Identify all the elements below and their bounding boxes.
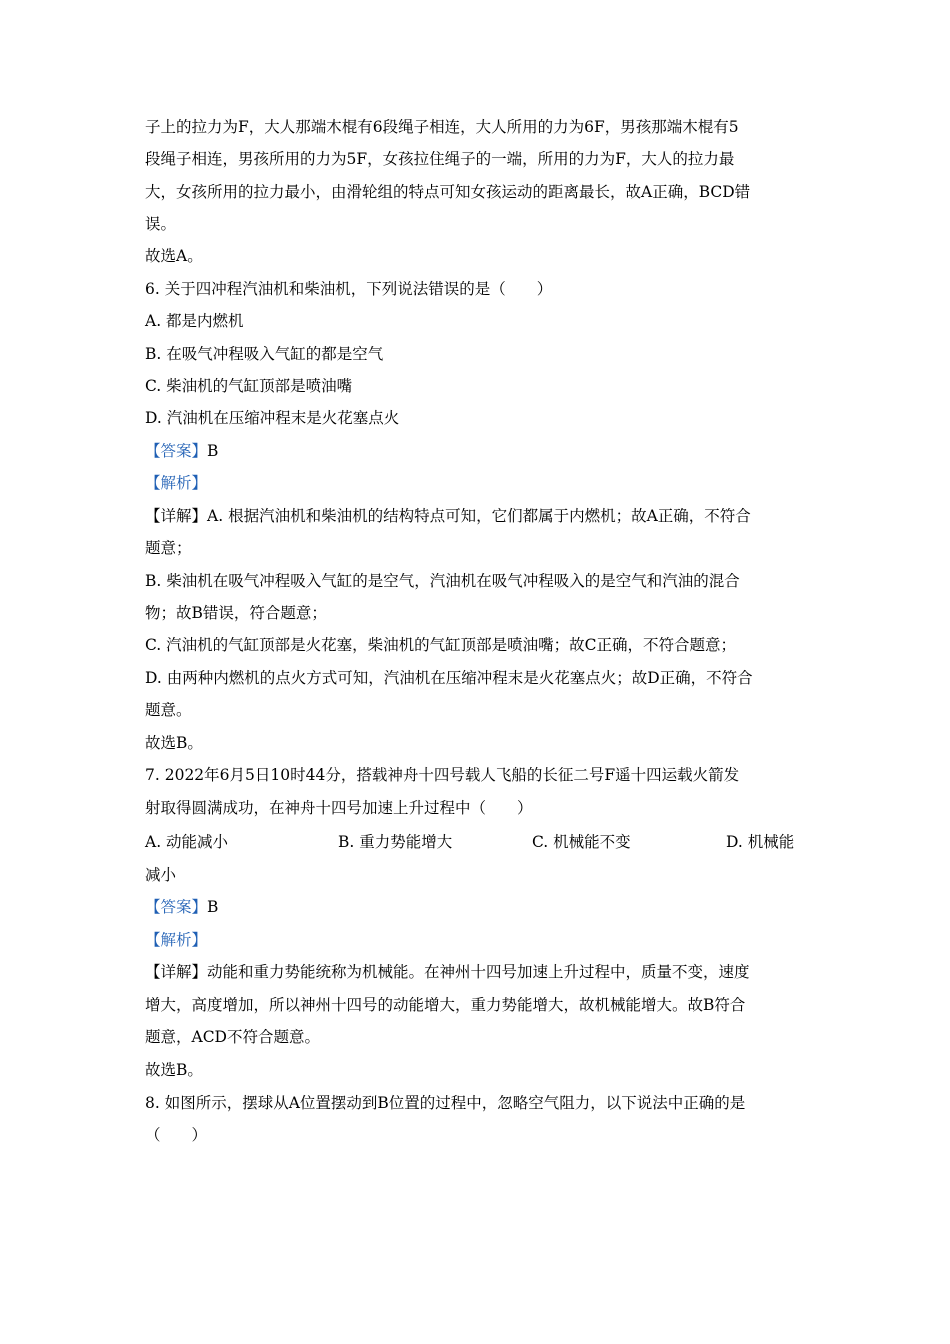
text-line: C. 汽油机的气缸顶部是火花塞，柴油机的气缸顶部是喷油嘴；故C正确，不符合题意； bbox=[145, 636, 737, 654]
detail-line: 【详解】动能和重力势能统称为机械能。在神州十四号加速上升过程中，质量不变，速度 bbox=[145, 963, 750, 981]
answer-line bbox=[145, 896, 218, 918]
question-7: 7. 2022年6月5日10时44分，搭载神舟十四号载人飞船的长征二号F遥十四运载火箭发 bbox=[145, 766, 740, 784]
text-line: 故选B。 bbox=[145, 1061, 203, 1079]
text-line: 题意，ACD不符合题意。 bbox=[145, 1028, 320, 1046]
text-line: 题意； bbox=[145, 539, 192, 557]
option-d: D. 汽油机在压缩冲程末是火花塞点火 bbox=[145, 409, 400, 427]
text-line: 题意。 bbox=[145, 701, 192, 719]
text-line: （ ） bbox=[145, 1126, 208, 1144]
analysis-label: 【解析】 bbox=[145, 931, 208, 949]
text-line: 射取得圆满成功，在神舟十四号加速上升过程中（ ） bbox=[145, 799, 533, 817]
question-8: 8. 如图所示，摆球从A位置摆动到B位置的过程中，忽略空气阻力，以下说法中正确的是 bbox=[145, 1094, 746, 1112]
detail-line: 【详解】A. 根据汽油机和柴油机的结构特点可知，它们都属于内燃机；故A正确，不符合 bbox=[145, 507, 751, 525]
detail-label: 【详解】 bbox=[145, 963, 208, 981]
text-line: 故选A。 bbox=[145, 247, 203, 265]
answer-value: B bbox=[207, 442, 219, 460]
text-line: 故选B。 bbox=[145, 734, 203, 752]
text-line: 段绳子相连，男孩所用的力为5F，女孩拉住绳子的一端，所用的力为F，大人的拉力最 bbox=[145, 150, 735, 168]
text-line: 误。 bbox=[145, 215, 177, 233]
text-line: 减小 bbox=[145, 866, 177, 884]
answer-value: B bbox=[207, 898, 219, 916]
q7-option-c: C. 机械能不变 bbox=[532, 833, 631, 851]
text-line: 子上的拉力为F，大人那端木棍有6段绳子相连，大人所用的力为6F，男孩那端木棍有5 bbox=[145, 118, 739, 136]
text-line: 大，女孩所用的拉力最小，由滑轮组的特点可知女孩运动的距离最长，故A正确，BCD错 bbox=[145, 183, 751, 201]
analysis-line bbox=[145, 472, 207, 494]
detail-label: 【详解】 bbox=[145, 507, 208, 525]
answer-line bbox=[145, 440, 218, 462]
question-6: 6. 关于四冲程汽油机和柴油机，下列说法错误的是（ ） bbox=[145, 280, 553, 298]
q7-option-b: B. 重力势能增大 bbox=[338, 833, 453, 851]
text-line: D. 由两种内燃机的点火方式可知，汽油机在压缩冲程末是火花塞点火；故D正确，不符合 bbox=[145, 669, 753, 687]
option-a: A. 都是内燃机 bbox=[145, 312, 244, 330]
analysis-label: 【解析】 bbox=[145, 474, 208, 492]
q7-option-a: A. 动能减小 bbox=[145, 833, 229, 851]
text-line: B. 柴油机在吸气冲程吸入气缸的是空气，汽油机在吸气冲程吸入的是空气和汽油的混合 bbox=[145, 572, 740, 590]
q7-option-d: D. 机械能 bbox=[726, 833, 795, 851]
text-line: 增大，高度增加，所以神州十四号的动能增大，重力势能增大，故机械能增大。故B符合 bbox=[145, 996, 746, 1014]
text-line: 物；故B错误，符合题意； bbox=[145, 604, 327, 622]
answer-label: 【答案】 bbox=[145, 442, 208, 460]
analysis-line bbox=[145, 929, 207, 951]
answer-label: 【答案】 bbox=[145, 898, 208, 916]
option-c: C. 柴油机的气缸顶部是喷油嘴 bbox=[145, 377, 353, 395]
option-b: B. 在吸气冲程吸入气缸的都是空气 bbox=[145, 345, 384, 363]
